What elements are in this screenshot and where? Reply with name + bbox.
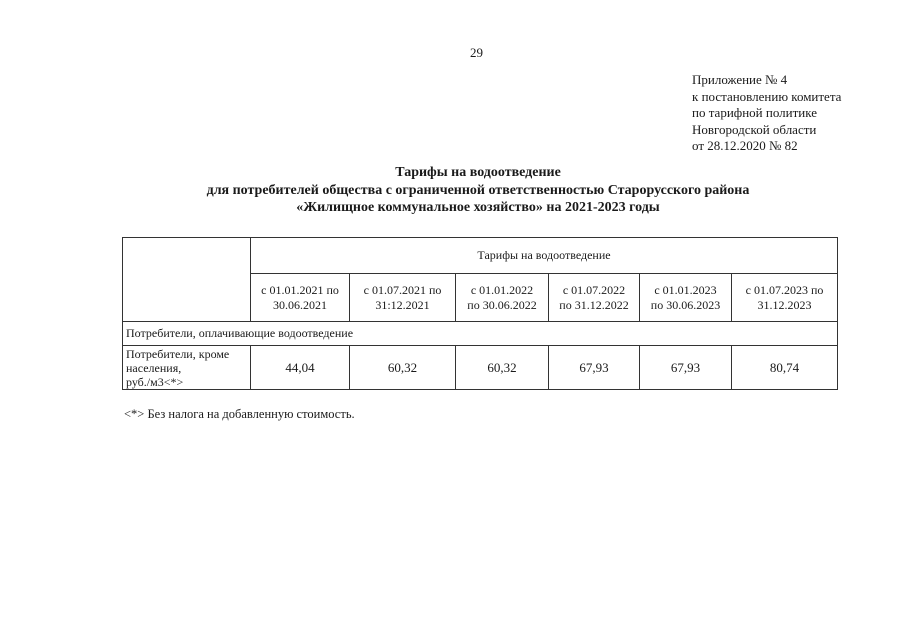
- table-header-row: [123, 238, 838, 274]
- tariff-value: 60,32: [456, 346, 549, 390]
- row-label: Потребители, кроме населения, руб./м3<*>: [123, 346, 251, 390]
- group-header: Тарифы на водоотведение: [251, 238, 838, 274]
- section-row: [123, 322, 838, 346]
- appendix-line: Приложение № 4: [692, 72, 788, 87]
- tariff-table: [122, 237, 838, 390]
- period-header: с 01.01.2023 по 30.06.2023: [640, 274, 732, 322]
- section-label: Потребители, оплачивающие водоотведение: [123, 322, 838, 346]
- table-row: [123, 346, 838, 390]
- footnote: <*> Без налога на добавленную стоимость.: [124, 407, 355, 421]
- appendix-line: к постановлению комитета: [692, 88, 842, 104]
- title-line: «Жилищное коммунальное хозяйство» на 2021-2023 годы: [296, 200, 660, 215]
- tariff-value: 44,04: [251, 346, 350, 390]
- appendix-reference: [692, 72, 841, 155]
- tariff-value: 80,74: [732, 346, 838, 390]
- document-title: [120, 164, 836, 217]
- page-number: 29: [470, 45, 483, 60]
- period-header: с 01.01.2022 по 30.06.2022: [456, 274, 549, 322]
- period-header: с 01.07.2022 по 31.12.2022: [549, 274, 640, 322]
- appendix-line: по тарифной политике: [692, 105, 817, 120]
- title-line: Тарифы на водоотведение: [395, 165, 561, 180]
- period-header: с 01.07.2021 по 31:12.2021: [350, 274, 456, 322]
- appendix-line: Новгородской области: [692, 121, 817, 137]
- tariff-value: 67,93: [549, 346, 640, 390]
- empty-corner-cell: [123, 238, 251, 322]
- period-header: с 01.01.2021 по 30.06.2021: [251, 274, 350, 322]
- tariff-value: 60,32: [350, 346, 456, 390]
- period-header: с 01.07.2023 по 31.12.2023: [732, 274, 838, 322]
- title-line: для потребителей общества с ограниченной ответственностью Старорусского района: [206, 182, 750, 198]
- appendix-line: от 28.12.2020 № 82: [692, 138, 798, 153]
- tariff-value: 67,93: [640, 346, 732, 390]
